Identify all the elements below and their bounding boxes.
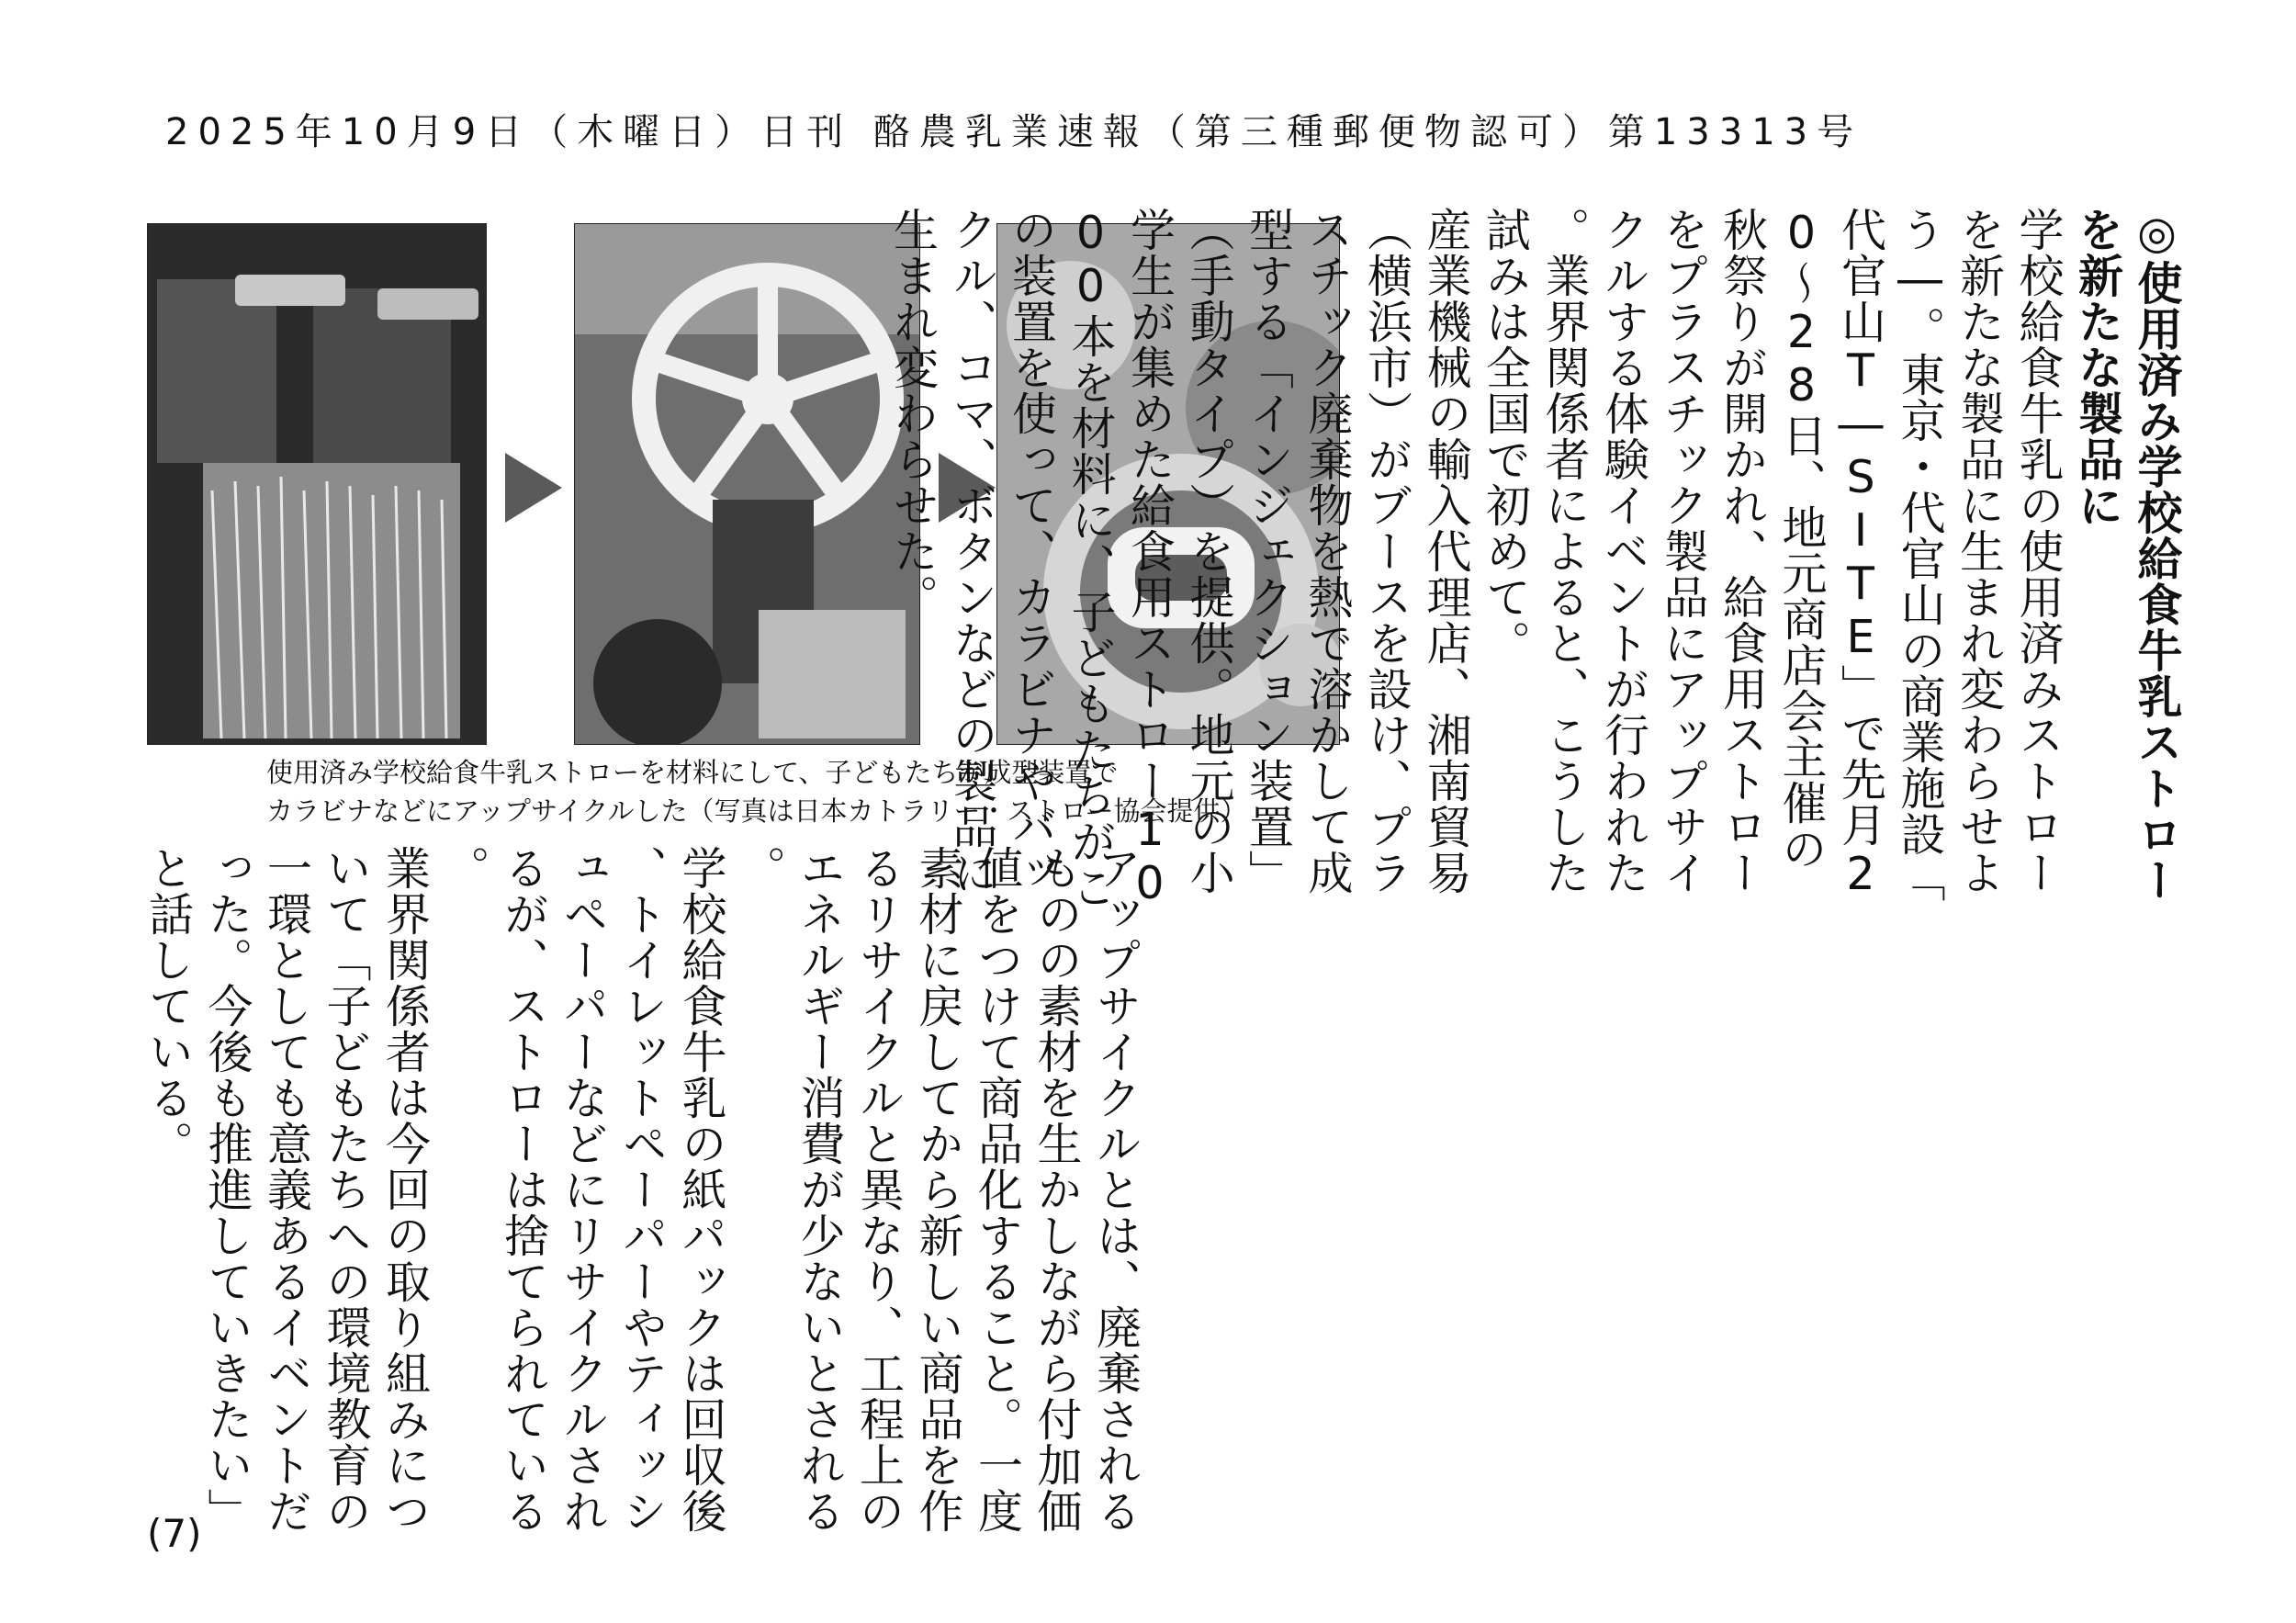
straw-jar-image (148, 224, 486, 744)
article-lower-block (138, 845, 1145, 1552)
caption-line: 使用済み学校給食牛乳ストローを材料にして、子どもたちが成型装置で (266, 757, 1119, 788)
page-number: (7) (147, 1511, 202, 1556)
article-paragraph: 学校給食牛乳の紙パックは回収後、トイレットペーパーやティッシュペーパーなどにリサイクルされるが、ストローは捨てられている。 (438, 845, 727, 1534)
article-paragraph: 業界関係者は今回の取り組みについて「子どもたちへの環境教育の一環としても意義あるイベントだった。今後も推進していきたい」と話している。 (141, 845, 432, 1534)
article-paragraph: 産業機械の輸入代理店、湘南貿易（横浜市）がブースを設け、プラスチック廃棄物を熱で溶かして成型する「インジェクション装置」（手動タイプ）を提供。地元の小学生が集めた給食用ストロー1000本を材料に、子どもたちがこの装置を使って、カラビナやバックル、コマ、ボタンなどの製品に生まれ変わらせた。 (886, 207, 1472, 910)
arrow-icon (505, 453, 562, 523)
machine-wheel-image (575, 224, 919, 744)
caption-line: カラビナなどにアップサイクルした（写真は日本カトラリー・ストロー協会提供） (266, 795, 1247, 827)
photo-used-straws (147, 223, 487, 745)
article-headline: ◎使用済み学校給食牛乳ストローを新たな製品に (2071, 207, 2183, 903)
article-upper-block (883, 207, 2186, 914)
article-paragraph: 学校給食牛乳の使用済みストローを新たな製品に生まれ変わらせよう―。東京・代官山の商業施設「代官山T―SITE」で先月20～28日、地元商店会主催の秋祭りが開かれ、給食用ストローをプラスチック製品にアップサイクルする体験イベントが行われた。業界関係者によると、こうした試みは全国で初めて。 (1479, 207, 2065, 903)
newspaper-header: 2025年10月9日（木曜日）日刊 酪農乳業速報（第三種郵便物認可）第13313号 (165, 111, 1863, 153)
photo-injection-machine (574, 223, 920, 745)
article-paragraph: アップサイクルとは、廃棄されるものの素材を生かしながら付加価値をつけて商品化すること。一度素材に戻してから新しい商品を作るリサイクルと異なり、工程上のエネルギー消費が少ないとされる。 (734, 845, 1142, 1534)
